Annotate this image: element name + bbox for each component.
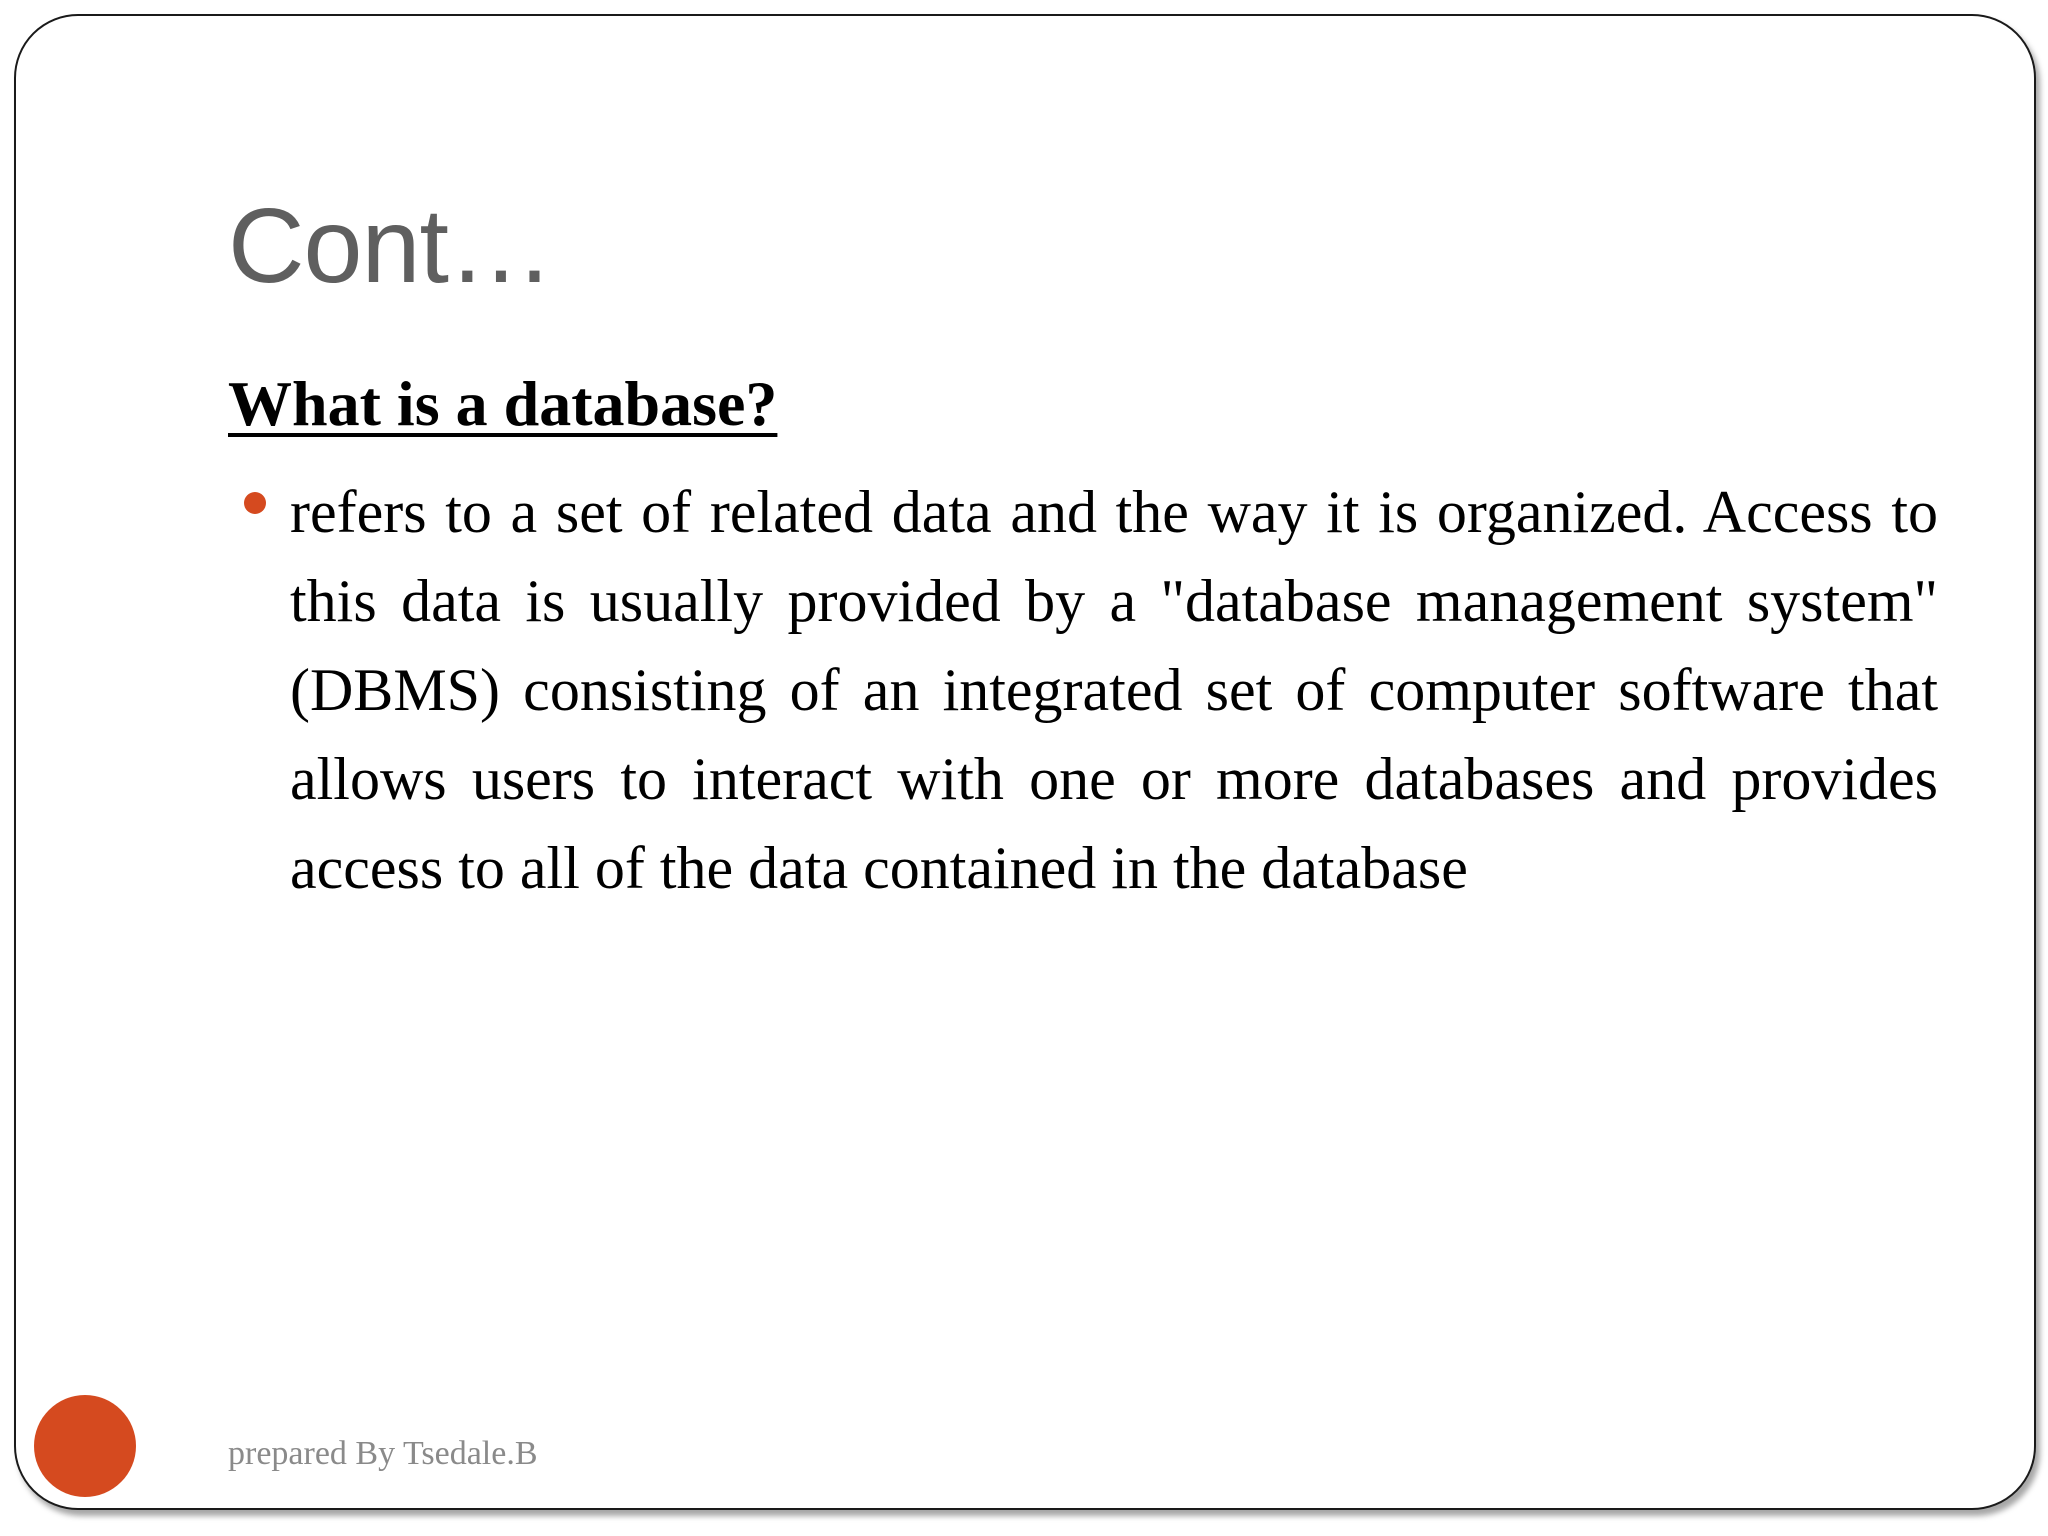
slide-footer: prepared By Tsedale.B [228, 1435, 538, 1472]
bullet-item [228, 468, 1938, 913]
accent-circle-icon [34, 1395, 136, 1497]
slide-title: Cont… [228, 187, 553, 305]
bullet-text: refers to a set of related data and the way it is organized. Access to this data is usually provided by a "database management system" (DBMS) consisting of an integrated set of computer software that allows users to interact with one or more databases and provides access to all of the data contained in the database [290, 479, 1938, 901]
bullet-dot-icon [244, 492, 266, 514]
slide-subheading: What is a database? [228, 368, 778, 439]
slide [14, 14, 2036, 1510]
